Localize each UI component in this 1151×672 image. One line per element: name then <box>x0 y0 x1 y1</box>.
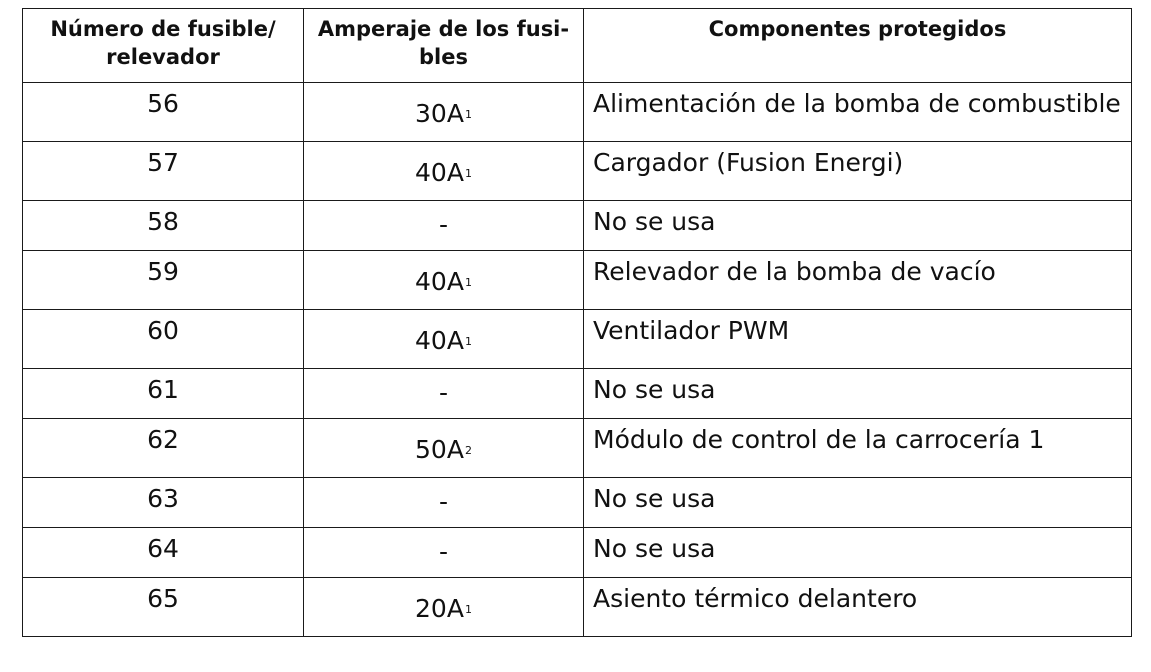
fuse-number: 63 <box>147 484 179 513</box>
component-name: Relevador de la bomba de vacío <box>593 257 996 286</box>
amperage-cell <box>304 528 584 578</box>
header-fuse-number-line-2: relevador <box>106 45 220 69</box>
fuse-number: 59 <box>147 257 179 286</box>
fuse-number-cell <box>23 578 304 637</box>
component-cell <box>584 578 1132 637</box>
component-name: No se usa <box>593 207 716 236</box>
amperage-value: - <box>438 487 449 516</box>
fuse-number: 64 <box>147 534 179 563</box>
component-name: No se usa <box>593 484 716 513</box>
amperage-cell <box>304 201 584 251</box>
header-fuse-number <box>23 9 304 83</box>
fuse-number: 60 <box>147 316 179 345</box>
component-cell <box>584 142 1132 201</box>
amperage-cell <box>304 478 584 528</box>
amperage-value: 50A <box>415 435 464 464</box>
fuse-number: 56 <box>147 89 179 118</box>
footnote-marker: 1 <box>464 276 472 289</box>
fuse-number: 61 <box>147 375 179 404</box>
table-row <box>23 251 1132 310</box>
amperage-value: 40A <box>415 326 464 355</box>
fuse-number: 57 <box>147 148 179 177</box>
fuse-number-cell <box>23 83 304 142</box>
fuse-number: 65 <box>147 584 179 613</box>
fuse-table <box>22 8 1132 637</box>
amperage-value: 20A <box>415 594 464 623</box>
footnote-marker: 1 <box>464 335 472 348</box>
header-components-line-1: Componentes protegidos <box>708 17 1007 41</box>
table-row <box>23 310 1132 369</box>
component-name: No se usa <box>593 534 716 563</box>
amperage-cell <box>304 369 584 419</box>
table-row <box>23 578 1132 637</box>
component-cell <box>584 528 1132 578</box>
header-components <box>584 9 1132 83</box>
component-cell <box>584 369 1132 419</box>
fuse-number: 58 <box>147 207 179 236</box>
table-row <box>23 142 1132 201</box>
amperage-cell <box>304 251 584 310</box>
header-row <box>23 9 1132 83</box>
fuse-number-cell <box>23 419 304 478</box>
fuse-number-cell <box>23 251 304 310</box>
amperage-cell <box>304 83 584 142</box>
header-amperage-line-2: bles <box>419 45 468 69</box>
footnote-marker: 1 <box>464 167 472 180</box>
table-row <box>23 528 1132 578</box>
component-cell <box>584 201 1132 251</box>
table-row <box>23 369 1132 419</box>
component-cell <box>584 310 1132 369</box>
component-name: Asiento térmico delantero <box>593 584 918 613</box>
table-row <box>23 201 1132 251</box>
component-name: No se usa <box>593 375 716 404</box>
amperage-cell <box>304 310 584 369</box>
table-row <box>23 478 1132 528</box>
amperage-value: - <box>438 378 449 407</box>
component-cell <box>584 419 1132 478</box>
amperage-value: 40A <box>415 158 464 187</box>
amperage-value: 30A <box>415 99 464 128</box>
header-amperage <box>304 9 584 83</box>
table-row <box>23 83 1132 142</box>
table-row <box>23 419 1132 478</box>
header-amperage-line-1: Amperaje de los fusi- <box>317 17 570 41</box>
fuse-number: 62 <box>147 425 179 454</box>
footnote-marker: 1 <box>464 108 472 121</box>
amperage-value: 40A <box>415 267 464 296</box>
amperage-cell <box>304 578 584 637</box>
amperage-value: - <box>438 537 449 566</box>
footnote-marker: 1 <box>464 603 472 616</box>
table-header <box>23 9 1132 83</box>
component-name: Alimentación de la bomba de combustible <box>593 89 1121 118</box>
fuse-number-cell <box>23 201 304 251</box>
amperage-cell <box>304 419 584 478</box>
amperage-value: - <box>438 210 449 239</box>
component-cell <box>584 83 1132 142</box>
footnote-marker: 2 <box>464 444 472 457</box>
component-name: Ventilador PWM <box>593 316 790 345</box>
table-body <box>23 83 1132 637</box>
amperage-cell <box>304 142 584 201</box>
fuse-number-cell <box>23 142 304 201</box>
fuse-number-cell <box>23 369 304 419</box>
header-fuse-number-line-1: Número de fusible/ <box>50 17 276 41</box>
fuse-number-cell <box>23 310 304 369</box>
fuse-number-cell <box>23 528 304 578</box>
component-cell <box>584 251 1132 310</box>
component-name: Módulo de control de la carrocería 1 <box>593 425 1045 454</box>
component-name: Cargador (Fusion Energi) <box>593 148 904 177</box>
fuse-number-cell <box>23 478 304 528</box>
component-cell <box>584 478 1132 528</box>
